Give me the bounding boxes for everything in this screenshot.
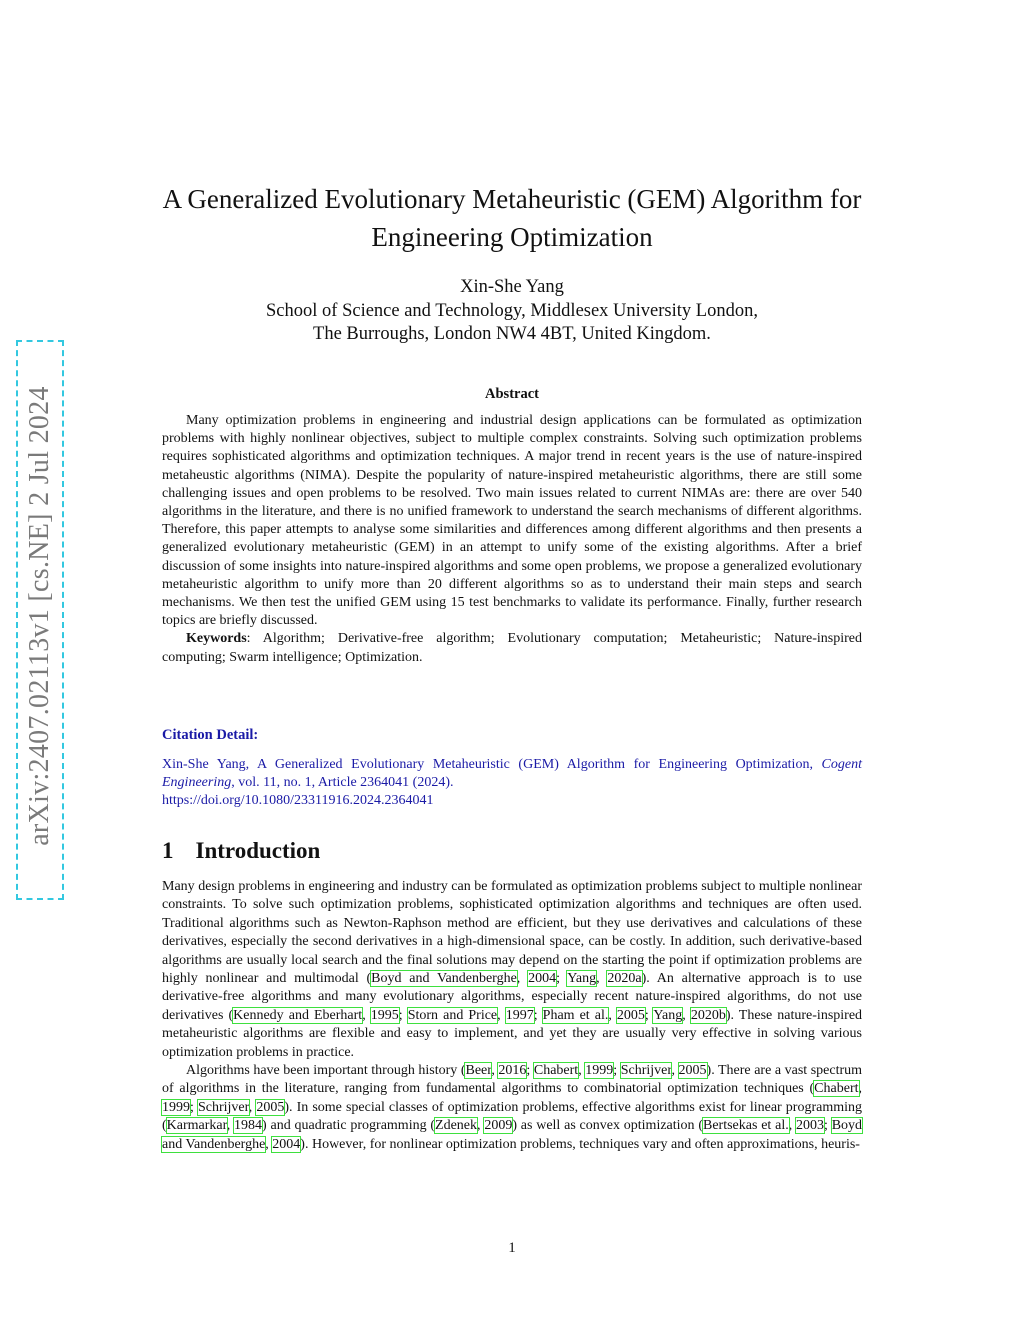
citation-link[interactable]: 2020b [690,1007,726,1023]
citation-link[interactable]: 1997 [505,1007,534,1023]
citation-link[interactable]: 1995 [370,1007,399,1023]
citation-link[interactable]: Schrijver [620,1063,672,1079]
citation-link[interactable]: 2003 [796,1118,825,1134]
text-run: , [248,1099,257,1115]
citation-doi-link[interactable]: https://doi.org/10.1080/23311916.2024.2364041 [162,793,434,809]
page-number: 1 [508,1240,516,1256]
citation-link[interactable]: 2004 [272,1136,301,1152]
citation-link[interactable]: 2016 [498,1063,527,1079]
text-run: , [491,1063,499,1079]
text-run: , [362,1007,371,1023]
citation-volume: , vol. 11, no. 1, Article 2364041 (2024). [231,775,454,791]
text-run: ). However, for nonlinear optimization problems, techniques vary and often approximations, heuris- [300,1136,860,1152]
citation-link[interactable]: Yang [653,1007,683,1023]
paper-title [100,180,924,256]
text-run: , [671,1063,679,1079]
citation-link[interactable]: Boyd and Vandenberghe [371,971,517,987]
text-run: , [497,1007,506,1023]
arxiv-identifier[interactable]: arXiv:2407.02113v1 [cs.NE] 2 Jul 2024 [24,386,55,846]
citation-link[interactable]: 2005 [256,1099,285,1115]
abstract-text: Many optimization problems in engineering and industrial design applications can be formulated as optimization problems with highly nonlinear objectives, subject to multiple complex constraints. Solving such optimization problems requires sophisticated algorithms and optimization techniques. A major trend in recent years is the use of nature-inspired metaheustic algorithms (NIMA). Despite the popularity of nature-inspired metaheuristic algorithms, there are still some challenging issues and open problems to be resolved. Two main issues related to current NIMAs are: there are over 540 algorithms in the literature, and there is no unified framework to understand the search mechanisms of different algorithms. Therefore, this paper attempts to analyse some similarities and differences among different algorithms and then presents a generalized evolutionary metaheuristic (GEM) in an attempt to unify some of the existing algorithms. After a brief discussion of some insights into nature-inspired algorithms and some open problems, we propose a generalized evolutionary metaheuristic algorithm to unify more than 20 different algorithms so as to understand their main steps and search mechanisms. We then test the unified GEM using 15 test benchmarks to validate its performance. Finally, further research topics are briefly discussed. [162,413,862,629]
affiliation-line-2: The Burroughs, London NW4 4BT, United Kingdom. [313,324,711,344]
text-run: ) as well as convex optimization ( [512,1118,703,1134]
text-run: ). An alternative approach is to use derivative-free algorithms and many evolutionary algorithms, especially recent nature-inspired algorithms, do not use derivatives ( [162,971,862,1023]
affiliation-line-1: School of Science and Technology, Middlesex University London, [266,300,758,321]
text-run: ). These nature-inspired metaheuristic algorithms are flexible and easy to implement, and yet they are usually very effective in solving various optimization problems in practice. [162,1007,863,1060]
citation-link[interactable]: 1999 [162,1099,190,1115]
section-heading [162,838,320,864]
citation-link[interactable]: Chabert [814,1081,859,1097]
abstract-body [162,412,862,667]
text-run: ; [533,1007,543,1023]
keywords-text: : Algorithm; Derivative-free algorithm; Evolutionary computation; Metaheuristic; Nature-inspired computing; Swarm intelligence; Optimization. [162,631,862,665]
citation-text: Xin-She Yang, A Generalized Evolutionary Metaheuristic (GEM) Algorithm for Engineering Optimization, [162,757,822,772]
text-run: , [226,1118,235,1134]
text-run: ; [190,1099,198,1115]
text-run: , [477,1118,485,1134]
citation-link[interactable]: Bertsekas et al. [703,1118,789,1134]
text-run: Many design problems in engineering and industry can be formulated as optimization problems subject to multiple nonlinear constraints. To solve such optimization problems, sophisticated optimization algorithms and techniques are often used. Traditional algorithms such as Newton-Raphson method are efficient, but they use derivatives and calculations of these derivatives, especially the second derivatives in a high-dimensional space, can be costly. In addition, such derivative-based algorithms are usually local search and the final solutions may depend on the starting the point if optimization problems are highly nonlinear and multimodal ( [162,879,862,987]
citation-detail [162,756,862,811]
text-run: , [682,1007,691,1023]
text-run: , [265,1136,273,1152]
paragraph-1 [162,878,862,1062]
text-run: ; [613,1063,621,1079]
citation-link[interactable]: Boyd and Vandenberghe [162,1118,863,1152]
text-run: , [516,971,529,987]
citation-link[interactable]: Karmarkar [166,1118,227,1134]
text-run: ; [824,1118,832,1134]
abstract-heading: Abstract [485,386,539,402]
citation-link[interactable]: 2004 [528,971,557,987]
citation-link[interactable]: Yang [567,971,597,987]
text-run: , [578,1063,586,1079]
author-name: Xin-She Yang [460,277,564,297]
citation-link[interactable]: Zdenek [435,1118,478,1134]
section-number: 1 [162,838,174,863]
author-block [140,276,884,347]
text-run: , [788,1118,797,1134]
citation-heading: Citation Detail: [162,727,259,743]
title-line-1: A Generalized Evolutionary Metaheuristic (GEM) Algorithm for [162,184,862,214]
introduction-body [162,878,862,1154]
text-run: ). There are a vast spectrum of algorithms in the literature, ranging from fundamental algorithms to combinatorial optimization techniques ( [162,1063,863,1097]
citation-link[interactable]: Schrijver [197,1099,249,1115]
citation-link[interactable]: Kennedy and Eberhart [233,1007,363,1023]
text-run: ) and quadratic programming ( [262,1118,436,1134]
citation-link[interactable]: Pham et al. [542,1007,609,1023]
citation-link[interactable]: 2005 [616,1007,645,1023]
text-run: ; [526,1063,534,1079]
title-line-2: Engineering Optimization [371,222,653,252]
citation-link[interactable]: 1999 [585,1063,614,1079]
text-run: Algorithms have been important through history ( [186,1063,466,1079]
text-run: , [858,1081,862,1097]
citation-link[interactable]: 1984 [234,1118,263,1134]
text-run: ). In some special classes of optimization problems, effective algorithms exist for linear programming ( [162,1099,863,1134]
paragraph-2 [162,1062,862,1154]
text-run: ; [644,1007,654,1023]
text-run: ; [556,971,568,987]
citation-link[interactable]: Beer [465,1063,492,1079]
citation-link[interactable]: 2009 [484,1118,513,1134]
text-run: ; [398,1007,408,1023]
citation-journal: Cogent Engineering [162,757,862,791]
keywords-label: Keywords [186,631,247,647]
keywords [162,630,862,666]
text-run: , [596,971,608,987]
citation-link[interactable]: Chabert [533,1063,579,1079]
text-run: , [608,1007,617,1023]
citation-link[interactable]: Storn and Price [407,1007,498,1023]
citation-link[interactable]: 2020a [607,971,642,987]
citation-link[interactable]: 2005 [678,1063,707,1079]
section-title: Introduction [195,838,321,863]
